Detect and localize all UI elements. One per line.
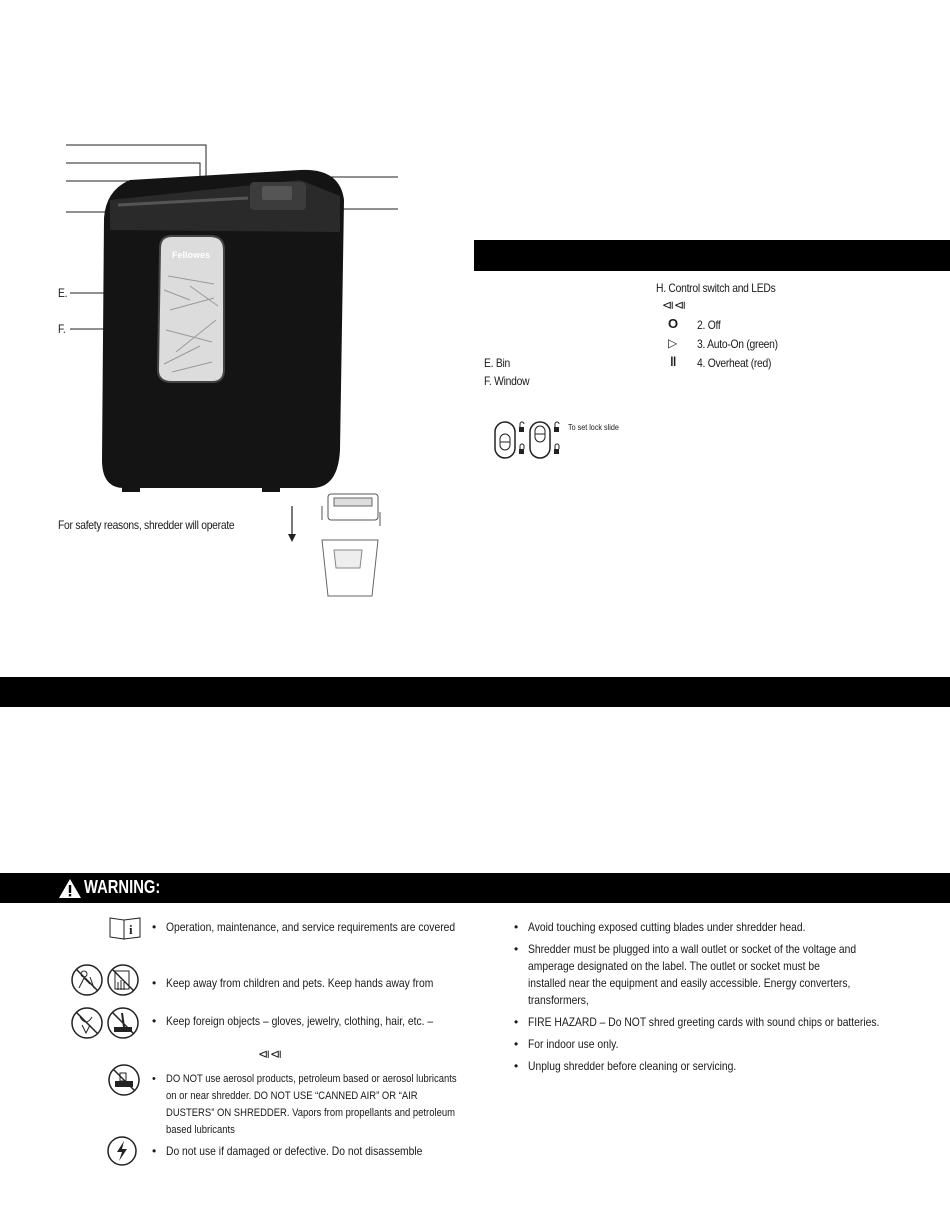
- brand-logo: Fellowes: [172, 250, 211, 260]
- rewind-icon-warning: ⧏⧏: [258, 1047, 282, 1061]
- no-aerosol-icon: [106, 1063, 142, 1097]
- manual-book-icon: [108, 915, 142, 941]
- shredder-diagram: [0, 0, 420, 620]
- play-triangle-icon: ▷: [668, 336, 678, 350]
- off-circle-icon: O: [668, 316, 679, 331]
- lock-slide-diagram: [492, 418, 572, 462]
- rewind-icon: ⧏⧏: [662, 298, 686, 312]
- thermometer-icon: ‖: [670, 354, 677, 369]
- warning-triangle-icon: [58, 878, 82, 899]
- led-off-label: 2. Off: [697, 318, 721, 332]
- svg-text:i: i: [129, 922, 133, 937]
- label-f: F.: [58, 322, 66, 336]
- warning-header-bar: [0, 873, 950, 903]
- safety-note: For safety reasons, shredder will operate: [58, 518, 235, 532]
- warning-title: WARNING:: [84, 877, 161, 897]
- label-e: E.: [58, 286, 68, 300]
- no-jewelry-hair-icon: [70, 1005, 142, 1041]
- part-bin: E. Bin: [484, 356, 510, 370]
- part-window: F. Window: [484, 374, 530, 388]
- led-auto-on-label: 3. Auto-On (green): [697, 337, 778, 351]
- led-overheat-label: 4. Overheat (red): [697, 356, 772, 370]
- section-header-bar-top: [474, 240, 950, 271]
- no-children-icon: [70, 962, 142, 998]
- lock-slide-note: To set lock slide: [568, 423, 619, 432]
- control-switch-title: H. Control switch and LEDs: [656, 281, 776, 295]
- electric-shock-icon: [106, 1135, 138, 1167]
- section-header-bar-middle: [0, 677, 950, 707]
